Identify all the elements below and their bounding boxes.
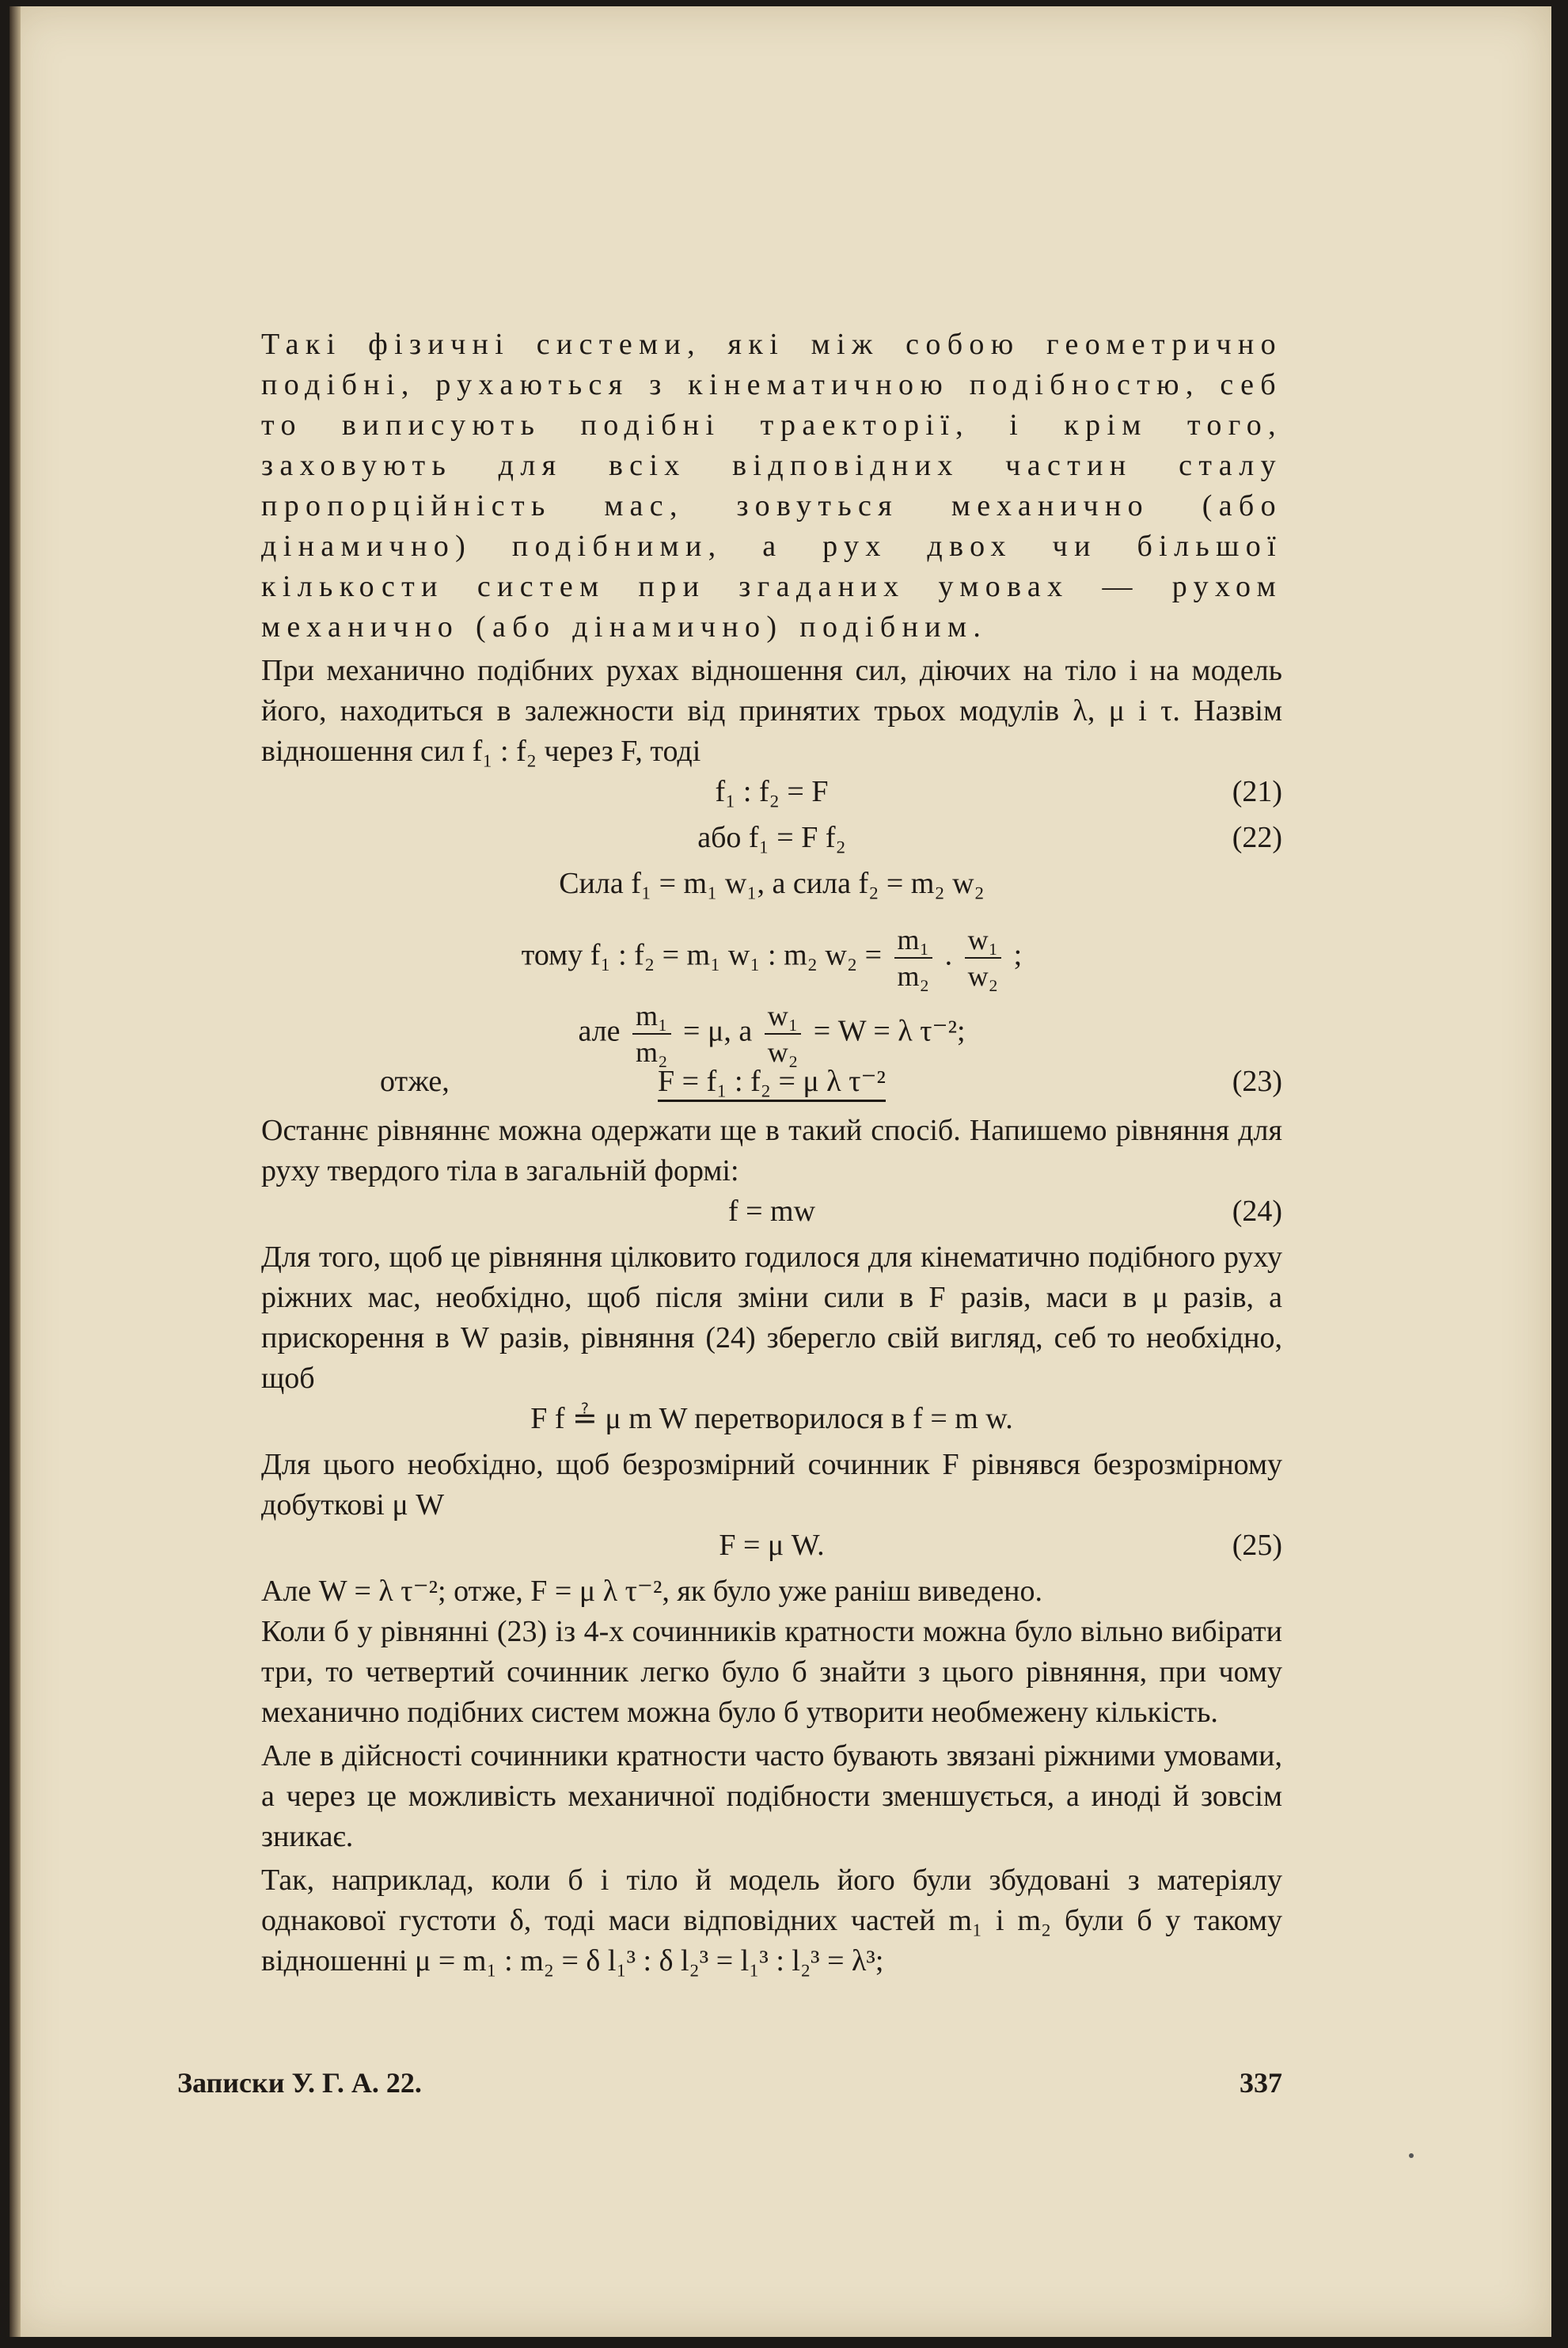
- equation-but-middle: = μ, а: [683, 1014, 753, 1048]
- page-body: [261, 325, 1282, 1981]
- equation-24-body: f = mw: [727, 1195, 816, 1228]
- fraction-mass-numerator: m₁: [894, 922, 933, 959]
- equation-force: [261, 864, 1282, 910]
- paragraph-1: Такі фізичні системи, які між собою геометрично подібні, рухаються з кінематичною подібностю, себ то виписують подібні траекторії, і крім того, заховують для всіх відповідних частин сталу пропорційність мас, зовуться механично (або дінамично) подібними, а рух двох чи більшої кількости систем при згаданих умовах — рухом механично (або дінамично) подібним.: [261, 328, 1282, 644]
- equation-transform-body: F f ≟ μ m W перетворилося в f = m w.: [530, 1402, 1013, 1435]
- fraction-mass: [894, 922, 933, 994]
- equation-but-prefix: але: [578, 1014, 621, 1048]
- equation-ratio: [261, 910, 1282, 992]
- fraction-accel-2-numerator: w₁: [765, 998, 802, 1035]
- equation-23-label: отже,: [380, 1065, 450, 1098]
- fraction-mass-2-denominator: m₂: [635, 1036, 668, 1068]
- paragraph-5: Для цього необхідно, щоб безрозмірний сочинник F рівнявся безрозмірному добуткові μ W: [261, 1448, 1282, 1522]
- paragraph-3: Останнє рівняннє можна одержати ще в такий спосіб. Напишемо рівняння для руху твердого тіла в загальній формі:: [261, 1114, 1282, 1187]
- paragraph-4: Для того, щоб це рівняння цілковито годилося для кінематично подібного руху ріжних мас, необхідно, щоб після зміни сили в F разів, маси в μ разів, а прискорення в W разів, рівняння (24) зберегло свій вигляд, себ то необхідно, щоб: [261, 1240, 1282, 1395]
- equation-21-body: f₁ : f₂ = F: [715, 775, 829, 808]
- page-binding-edge: [9, 6, 21, 2337]
- equation-23-number: (23): [1232, 1065, 1282, 1098]
- equation-24-number: (24): [1232, 1195, 1282, 1228]
- page-footer: [177, 2066, 1282, 2114]
- equation-22-number: (22): [1232, 821, 1282, 854]
- page-number: 337: [1240, 2067, 1282, 2099]
- multiply-dot: .: [944, 938, 953, 972]
- equation-but-end: = W = λ τ⁻²;: [813, 1014, 966, 1048]
- fraction-accel-denominator: w₂: [967, 960, 999, 992]
- equation-23: [261, 1062, 1282, 1108]
- equation-25-number: (25): [1232, 1529, 1282, 1562]
- equation-22: [261, 818, 1282, 864]
- equation-25: [261, 1525, 1282, 1571]
- equation-25-body: F = μ W.: [719, 1529, 825, 1562]
- semicolon: ;: [1013, 938, 1023, 972]
- fraction-accel: [965, 922, 1002, 994]
- paragraph-2: При механично подібних рухах відношення сил, діючих на тіло і на модель його, находиться в залежности від принятих трьох модулів λ, μ і τ. Назвім відношення сил f₁ : f₂ через F, тоді: [261, 654, 1282, 768]
- fraction-mass-2: [632, 998, 671, 1070]
- ink-speck: [1409, 2153, 1414, 2158]
- equation-22-body: або f₁ = F f₂: [697, 821, 846, 854]
- fraction-accel-2-denominator: w₂: [767, 1036, 799, 1068]
- equation-24: [261, 1191, 1282, 1237]
- equation-transform: [261, 1399, 1282, 1445]
- fraction-mass-2-numerator: m₁: [632, 998, 671, 1035]
- paragraph-8: Але в дійсності сочинники кратности часто бувають звязані ріжними умовами, а через це можливість механичної подібности зменшується, а иноді й зовсім зникає.: [261, 1739, 1282, 1853]
- paragraph-6: Але W = λ τ⁻²; отже, F = μ λ τ⁻², як було уже раніш виведено.: [261, 1575, 1043, 1608]
- equation-23-body: F = f₁ : f₂ = μ λ τ⁻²: [658, 1065, 886, 1102]
- equation-21: [261, 772, 1282, 818]
- equation-ratio-prefix: тому f₁ : f₂ = m₁ w₁ : m₂ w₂ =: [521, 938, 882, 972]
- fraction-mass-denominator: m₂: [897, 960, 930, 992]
- fraction-accel-2: [765, 998, 802, 1070]
- equation-force-body: Сила f₁ = m₁ w₁, а сила f₂ = m₂ w₂: [559, 867, 985, 900]
- fraction-accel-numerator: w₁: [965, 922, 1002, 959]
- paragraph-7: Коли б у рівнянні (23) із 4-х сочинників кратности можна було вільно вибірати три, то четвертий сочинник легко було б знайти з цього рівняння, при чому механично подібних систем можна було б утворити необмежену кількість.: [261, 1615, 1282, 1729]
- paragraph-9: Так, наприклад, коли б і тіло й модель його були збудовані з матеріялу однакової густоти δ, тоді маси відповідних частей m₁ і m₂ були б у такому відношенні μ = m₁ : m₂ = δ l₁³ : δ l₂³ = l₁³ : l₂³ = λ³;: [261, 1864, 1282, 1978]
- equation-21-number: (21): [1232, 775, 1282, 808]
- footer-journal-title: Записки У. Г. А. 22.: [177, 2067, 422, 2099]
- equation-but: [261, 986, 1282, 1068]
